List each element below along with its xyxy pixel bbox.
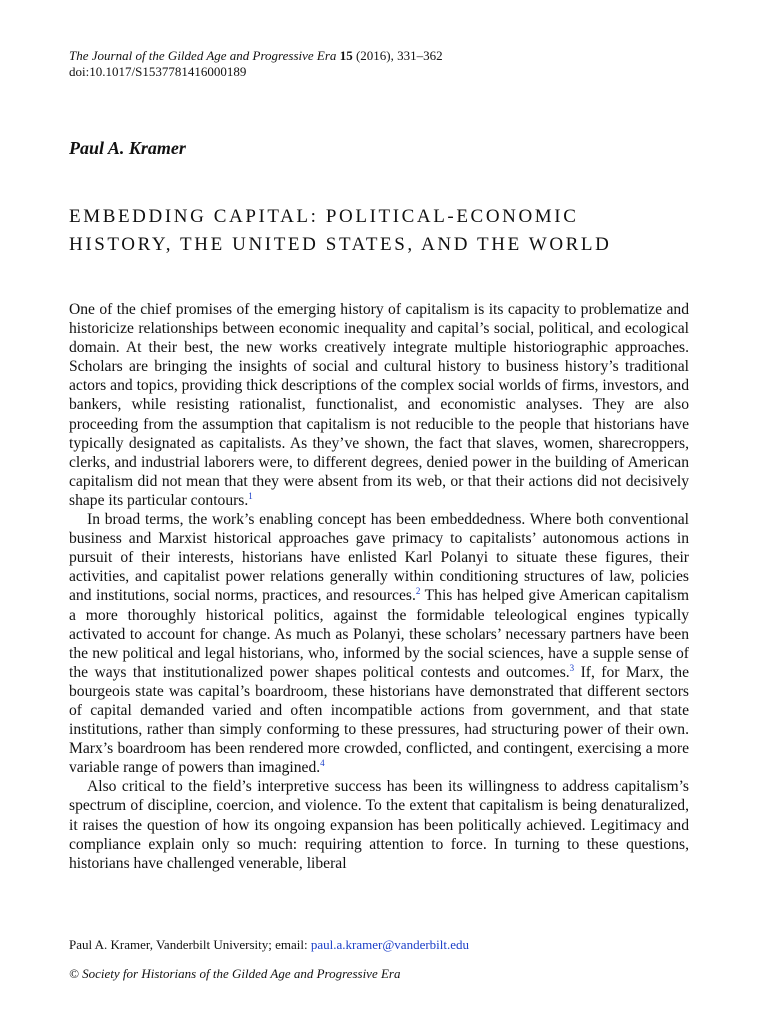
paragraph-text: In broad terms, the work’s enabling concept has been embeddedness. Where both conventional business and Marxist historical approaches gave primacy to capitalists’ autonomous actions in pursuit of their interests, historians have enlisted Karl Polanyi to situate these figures, their activities, and capitalist power relations generally within conditioning structures of law, policies and institutions, social norms, practices, and resources.: [69, 511, 689, 605]
year-pages: (2016), 331–362: [355, 48, 443, 63]
paragraph-3: [69, 777, 689, 872]
affiliation-text: Paul A. Kramer, Vanderbilt University; email:: [69, 937, 311, 952]
paragraph-2: [69, 510, 689, 777]
article-title: [69, 203, 709, 259]
author-affiliation-footnote: [69, 937, 469, 953]
paragraph-text: Also critical to the field’s interpretive success has been its willingness to address capitalism’s spectrum of discipline, coercion, and violence. To the extent that capitalism is being denaturalized, it raises the question of how its ongoing expansion has been politically achieved. Legitimacy and compliance explain only so much: requiring attention to force. In turning to these questions, historians have challenged venerable, liberal: [69, 778, 689, 872]
footnote-ref-2[interactable]: 2: [415, 586, 421, 597]
paragraph-text: One of the chief promises of the emerging history of capitalism is its capacity to problematize and historicize relationships between economic inequality and capital’s social, political, and ecological domain. At their best, the new works creatively integrate multiple historiographic approaches. Scholars are bringing the insights of social and cultural history to business history’s traditional actors and topics, providing thick descriptions of the complex social worlds of firms, investors, and bankers, while resisting rationalist, functionalist, and economistic analyses. They are also proceeding from the assumption that capitalism is not reducible to the people that historians have typically designated as capitalists. As they’ve shown, the fact that slaves, women, sharecroppers, clerks, and industrial laborers were, to different degrees, denied power in the building of American capitalism did not mean that they were absent from its web, or that their actions did not decisively shape its particular contours.: [69, 301, 689, 509]
volume-number: 15: [339, 48, 353, 63]
email-link[interactable]: paul.a.kramer@vanderbilt.edu: [310, 937, 470, 952]
author-name: Paul A. Kramer: [69, 138, 186, 158]
footnote-ref-1[interactable]: 1: [248, 490, 253, 501]
article-body: [69, 300, 689, 873]
title-line-1: EMBEDDING CAPITAL: POLITICAL-ECONOMIC: [69, 206, 579, 227]
paragraph-text: This has helped give American capitalism a more thoroughly historical politics, against the formidable teleological engines typically activated to account for change. As much as Polanyi, these scholars’ necessary partners have been the new political and legal historians, who, informed by the social sciences, have a supple sense of the ways that institutionalized power shapes political contests and outcomes.: [69, 587, 689, 681]
footnote-ref-3[interactable]: 3: [569, 662, 575, 673]
doi: doi:10.1017/S1537781416000189: [69, 64, 247, 79]
footnote-ref-4[interactable]: 4: [320, 758, 325, 769]
title-line-2: HISTORY, THE UNITED STATES, AND THE WORLD: [69, 234, 612, 255]
paragraph-1: [69, 300, 689, 510]
copyright-notice: © Society for Historians of the Gilded Age and Progressive Era: [69, 966, 401, 981]
journal-name: The Journal of the Gilded Age and Progressive Era: [69, 48, 337, 63]
journal-header: [69, 48, 443, 80]
citation-line: [69, 48, 443, 64]
paragraph-text: If, for Marx, the bourgeois state was capital’s boardroom, these historians have demonstrated that different sectors of capital demanded varied and often incompatible actions from government, and that state institutions, rather than simply conforming to these pressures, had structuring power of their own. Marx’s boardroom has been rendered more crowded, conflicted, and contingent, exercising a more variable range of powers than imagined.: [69, 663, 689, 777]
